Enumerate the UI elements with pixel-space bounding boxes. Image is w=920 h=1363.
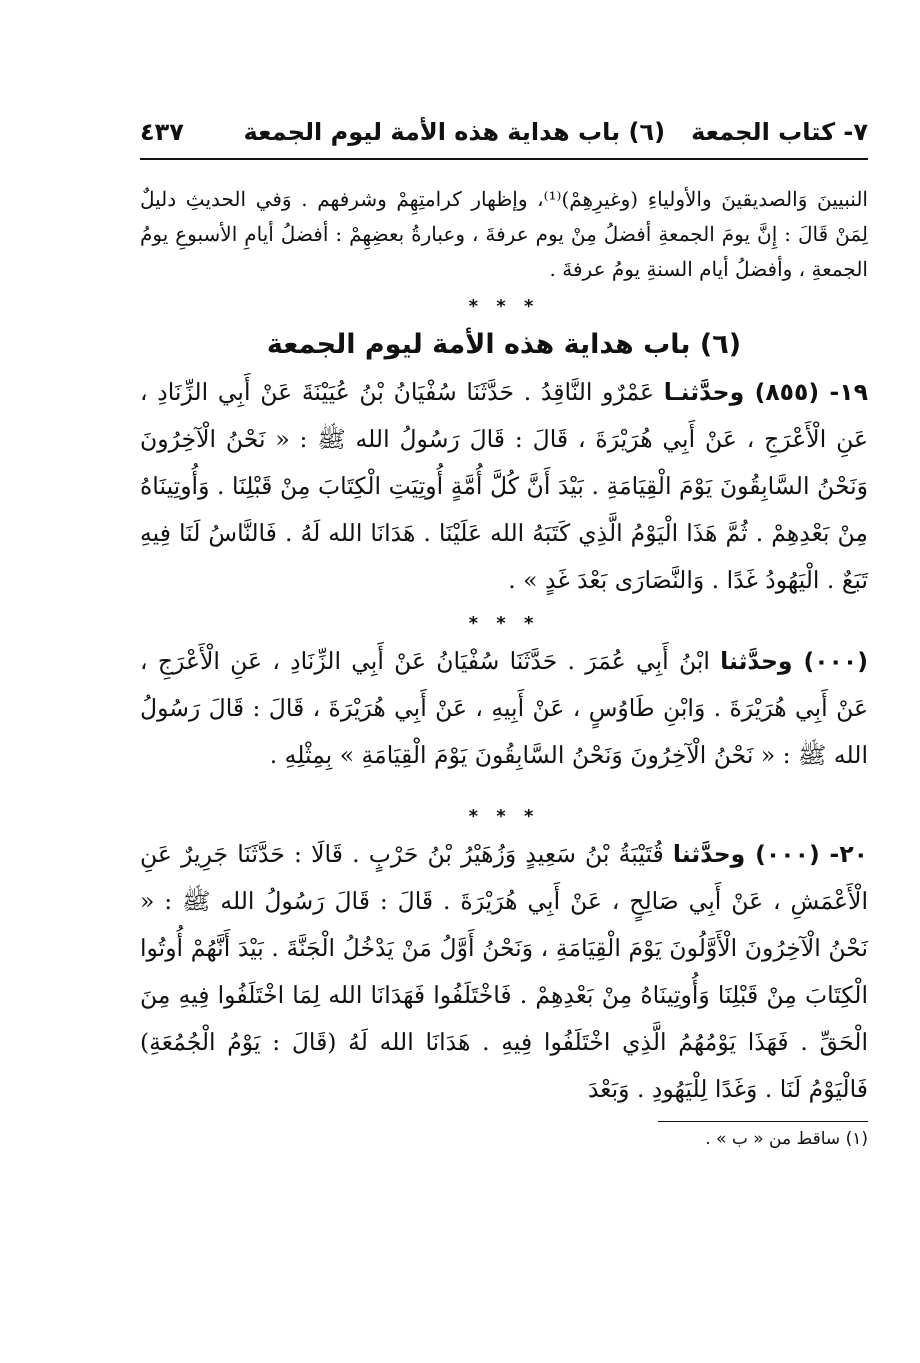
hadith-19 [140, 369, 868, 604]
hadith-lead: ١٩- (٨٥٥) وحدَّثنـا [663, 378, 868, 406]
page-number: ٤٣٧ [140, 118, 184, 146]
spacer [140, 779, 868, 797]
hadith-text: قُتَيْبَةُ بْنُ سَعِيدٍ وَزُهَيْرُ بْنُ حَرْبٍ . قَالَا : حَدَّثَنَا جَرِيرٌ عَنِ الْأَعْمَشِ ، عَنْ أَبِي صَالِحٍ ، عَنْ أَبِي هُرَيْرَةَ . قَالَ : قَالَ رَسُولُ الله ﷺ : « نَحْنُ الْآخِرُونَ الْأَوَّلُونَ يَوْمَ الْقِيَامَةِ ، وَنَحْنُ أَوَّلُ مَنْ يَدْخُلُ الْجَنَّةَ . بَيْدَ أَنَّهُمْ أُوتُوا الْكِتَابَ مِنْ قَبْلِنَا وَأُوتِينَاهُ مِنْ بَعْدِهِمْ . فَاخْتَلَفُوا فَهَدَانَا الله لِمَا اخْتَلَفُوا فِيهِ مِنَ الْحَقِّ . فَهَذَا يَوْمُهُمُ الَّذِي اخْتَلَفُوا فِيهِ . هَدَانَا الله لَهُ (قَالَ : يَوْمُ الْجُمُعَةِ) فَالْيَوْمُ لَنَا . وَغَدًا لِلْيَهُودِ . وَبَعْدَ [140, 840, 868, 1103]
section-separator: * * * [468, 806, 540, 827]
intro-paragraph: النبيينَ وَالصديقينَ والأولياءِ (وغيرِهِمْ)⁽¹⁾، وإظهار كرامتِهِمْ وشرفهم . وَفي الحديثِ دليلٌ لِمَنْ قَالَ : إِنَّ يومَ الجمعةِ أفضلُ مِنْ يوم عرفةَ ، وعبارةُ بعضِهِمْ : أفضلُ أيامِ الأسبوعِ يومُ الجمعةِ ، وأفضلُ أيام السنةِ يومُ عرفةَ . [140, 187, 868, 281]
hadith-lead: (٠٠٠) وحدَّثنا [720, 647, 868, 675]
header-titles [244, 118, 868, 146]
hadith-text: ابْنُ أَبِي عُمَرَ . حَدَّثَنَا سُفْيَانُ عَنْ أَبِي الزِّنَادِ ، عَنِ الْأَعْرَجِ ، عَنْ أَبِي هُرَيْرَةَ . وَابْنِ طَاوُسٍ ، عَنْ أَبِيهِ ، عَنْ أَبِي هُرَيْرَةَ ، قَالَ : قَالَ رَسُولُ الله ﷺ : « نَحْنُ الْآخِرُونَ وَنَحْنُ السَّابِقُونَ يَوْمَ الْقِيَامَةِ » بِمِثْلِهِ . [140, 647, 868, 769]
header-book-title: ٧- كتاب الجمعة [691, 118, 868, 146]
book-page [140, 118, 868, 1156]
footnote: (١) ساقط من « ب » . [705, 1129, 868, 1149]
section-separator: * * * [468, 296, 540, 317]
header-chapter-title: (٦) باب هداية هذه الأمة ليوم الجمعة [243, 118, 666, 146]
hadith-20 [140, 831, 868, 1113]
hadith-text: عَمْرٌو النَّاقِدُ . حَدَّثَنَا سُفْيَانُ بْنُ عُيَيْنَةَ عَنْ أَبِي الزِّنَادِ ، عَنِ الْأَعْرَجِ ، عَنْ أَبِي هُرَيْرَةَ ، قَالَ : قَالَ رَسُولُ الله ﷺ : « نَحْنُ الْآخِرُونَ وَنَحْنُ السَّابِقُونَ يَوْمَ الْقِيَامَةِ . بَيْدَ أَنَّ كُلَّ أُمَّةٍ أُوتِيَتِ الْكِتَابَ مِنْ قَبْلِنَا . وَأُوتِينَاهُ مِنْ بَعْدِهِمْ . ثُمَّ هَذَا الْيَوْمُ الَّذِي كَتَبَهُ الله عَلَيْنَا . هَدَانَا الله لَهُ . فَالنَّاسُ لَنَا فِيهِ تَبَعٌ . الْيَهُودُ غَدًا . وَالنَّصَارَى بَعْدَ غَدٍ » . [140, 378, 868, 594]
chapter-heading: (٦) باب هداية هذه الأمة ليوم الجمعة [266, 329, 742, 360]
running-header [140, 118, 868, 160]
hadith-lead: ٢٠- (٠٠٠) وحدَّثنا [672, 840, 868, 868]
hadith-000 [140, 638, 868, 779]
intro-commentary [140, 182, 868, 287]
hadith-body [140, 369, 868, 1113]
section-separator: * * * [468, 613, 540, 634]
